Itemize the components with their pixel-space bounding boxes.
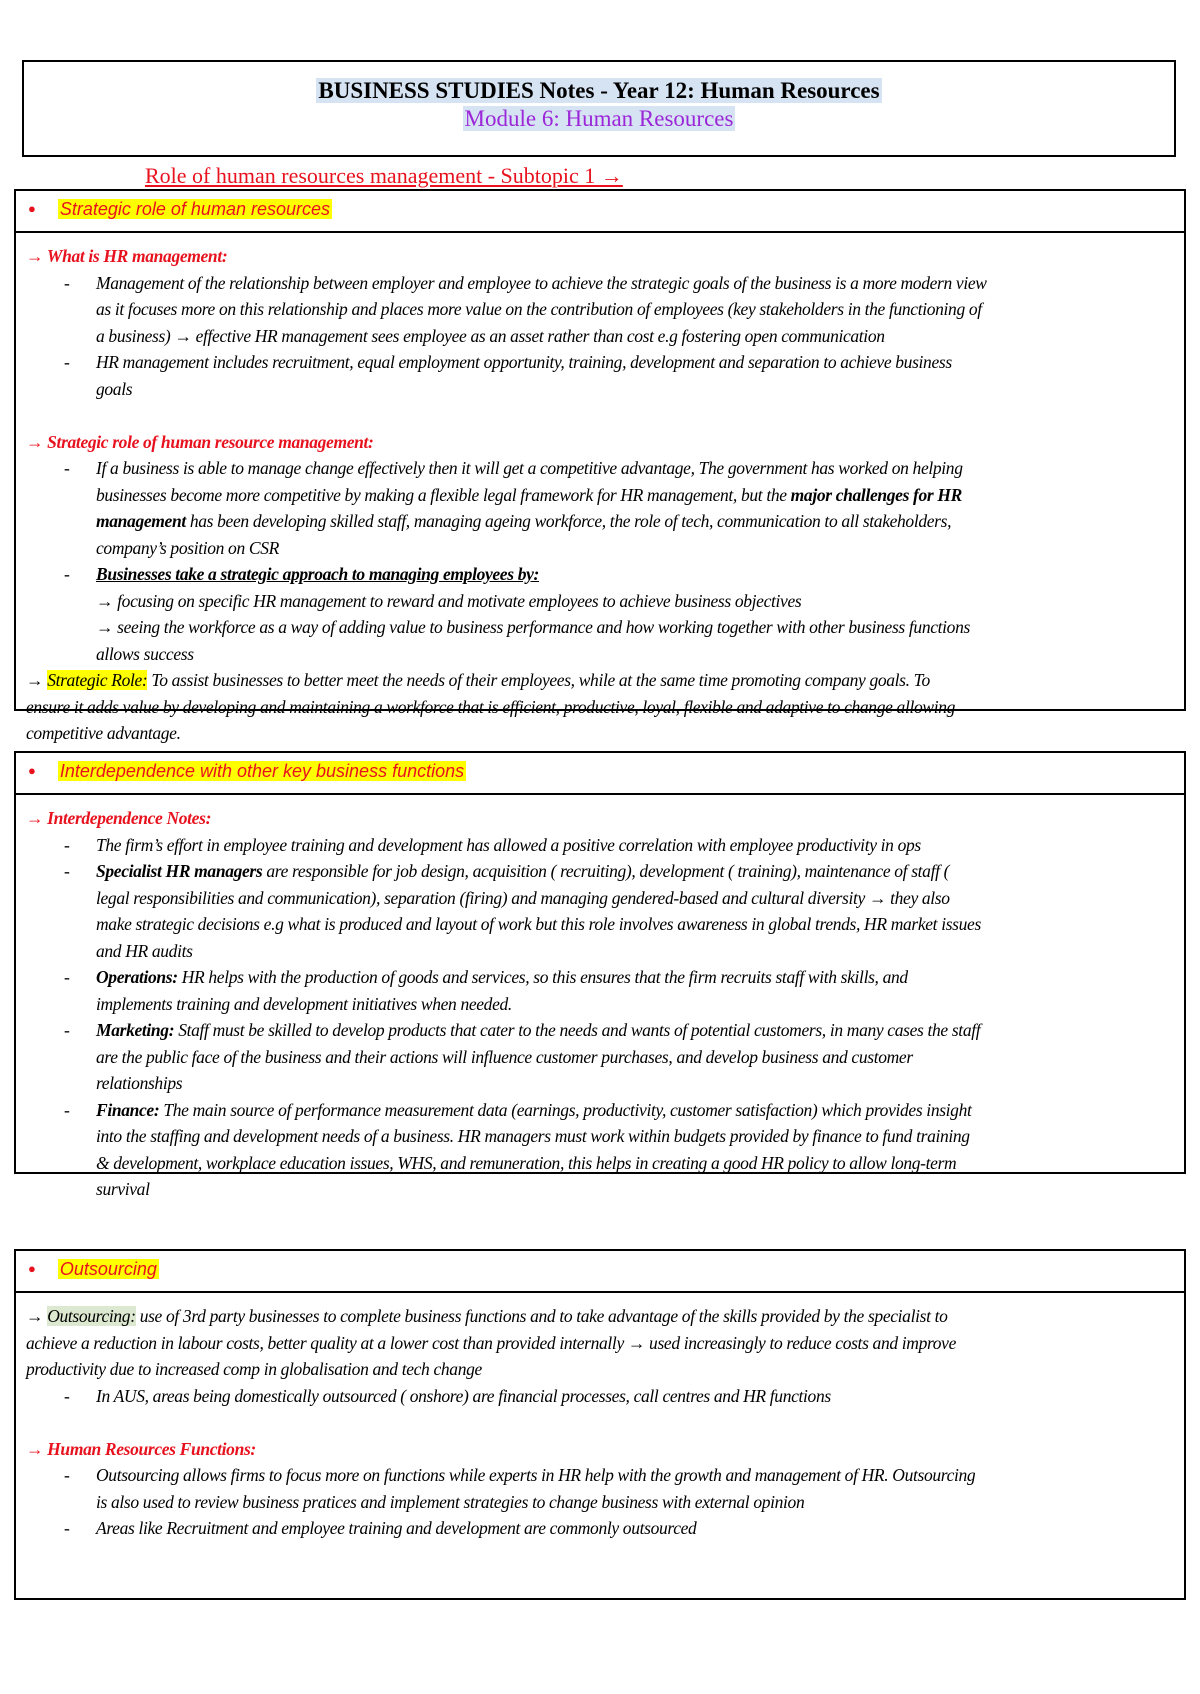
dash-marker: - [64,1465,70,1485]
list-item [26,1017,1170,1097]
list-item [26,270,1170,350]
document-title: BUSINESS STUDIES Notes - Year 12: Human Resources [318,78,880,103]
bold-text: Specialist HR managers [96,861,263,881]
bold-text: major challenges for HR [790,484,963,505]
text-line: The firm’s effort in employee training and development has allowed a positive correlation with employee productivity in ops [96,834,921,855]
section-title: Outsourcing [59,1259,157,1279]
text-line: Areas like Recruitment and employee training and development are commonly outsourced [96,1518,697,1538]
subheading: → Interdependence Notes: [26,808,212,828]
text-line: achieve a reduction in labour costs, better quality at a lower cost than provided internally → used increasingly to reduce costs and improve [26,1332,957,1353]
text-line: Outsourcing allows firms to focus more on functions while experts in HR help with the growth and management of HR. Outsourcing [96,1465,976,1485]
module-subtitle: Module 6: Human Resources [464,106,734,131]
text-line: a business) → effective HR management sees employee as an asset rather than cost e.g fostering open communication [96,325,885,346]
text-line: HR management includes recruitment, equal employment opportunity, training, development and separation to achieve business [96,352,952,372]
text-line: If a business is able to manage change effectively then it will get a competitive advantage, The government has worked on helping [96,458,963,478]
list-item [26,561,1170,667]
text-line: make strategic decisions e.g what is produced and layout of work but this role involves awareness in global trends, HR market issues [96,914,981,934]
dash-marker: - [64,352,70,372]
text-line: into the staffing and development needs of a business. HR managers must work within budgets provided by finance to fund training [96,1126,970,1146]
text-line: implements training and development initiatives when needed. [96,993,512,1014]
list-item [26,455,1170,561]
dash-marker: - [64,458,70,478]
bold-underlined-heading: Businesses take a strategic approach to managing employees by: [96,564,540,584]
list-item [26,1097,1170,1203]
text-line: → focusing on specific HR management to reward and motivate employees to achieve business objectives [96,590,802,611]
section-body [16,795,1184,1203]
bullet-icon: ● [28,763,36,778]
document-title-box [22,60,1176,157]
list-item [26,832,1170,859]
section-outsourcing [14,1249,1186,1600]
text-line: competitive advantage. [26,723,181,743]
dash-marker: - [64,272,70,293]
section-heading [16,191,1184,233]
text-line: relationships [96,1073,183,1093]
bold-text: Finance: [96,1099,160,1120]
text-line: allows success [96,643,194,664]
bold-text: Operations: [96,967,178,987]
list-item [26,349,1170,402]
text-line: Specialist HR managers are responsible for job design, acquisition ( recruiting), development ( training), maintenance of staff ( [96,861,950,881]
text-line: ensure it adds value by developing and maintaining a workforce that is efficient, productive, loyal, flexible and adaptive to change allowing [26,696,956,717]
dash-marker: - [64,834,70,855]
section-heading [16,1251,1184,1293]
text-line: businesses become more competitive by making a flexible legal framework for HR management, but the major challenges for HR [96,484,963,505]
text-line: → Outsourcing: use of 3rd party businesses to complete business functions and to take advantage of the skills provided by the specialist to [26,1306,948,1326]
text-line: Finance: The main source of performance measurement data (earnings, productivity, customer satisfaction) which provides insight [96,1099,972,1120]
section-title: Strategic role of human resources [59,199,330,219]
dash-marker: - [64,861,70,881]
section-interdependence [14,751,1186,1199]
list-item [26,1383,1170,1410]
text-line: & development, workplace education issues, WHS, and remuneration, this helps in creating a good HR policy to allow long-term [96,1152,957,1173]
list-item [26,1462,1170,1515]
section-title: Interdependence with other key business functions [59,761,465,781]
text-line: Management of the relationship between employer and employee to achieve the strategic goals of the business is a more modern view [96,272,987,293]
section-body [16,233,1184,747]
text-line: management has been developing skilled staff, managing ageing workforce, the role of tech, communication to all stakeholders, [96,511,952,531]
subtopic-heading: Role of human resources management - Subtopic 1 → [145,163,623,188]
subheading: → What is HR management: [26,246,228,266]
bullet-icon: ● [28,201,36,216]
text-line: → seeing the workforce as a way of adding value to business performance and how working together with other business functions [96,617,970,637]
list-item [26,858,1170,964]
dash-marker: - [64,1518,70,1538]
text-line: productivity due to increased comp in globalisation and tech change [26,1359,482,1379]
bold-text: management [96,511,186,531]
dash-marker: - [64,1099,70,1120]
text-line: In AUS, areas being domestically outsourced ( onshore) are financial processes, call centres and HR functions [96,1385,831,1406]
dash-marker: - [64,1020,70,1040]
text-line: survival [96,1179,150,1199]
text-line: Operations: HR helps with the production of goods and services, so this ensures that the firm recruits staff with skills, and [96,967,908,987]
dash-marker: - [64,564,70,584]
bold-text: Marketing: [96,1020,175,1040]
subheading: → Strategic role of human resource management: [26,431,374,452]
text-line: and HR audits [96,940,193,961]
highlighted-term: Strategic Role: [47,670,148,690]
list-item [26,964,1170,1017]
text-line: as it focuses more on this relationship and places more value on the contribution of employees (key stakeholders in the functioning of [96,299,982,319]
section-heading [16,753,1184,795]
bullet-icon: ● [28,1261,36,1276]
text-line: are the public face of the business and their actions will influence customer purchases, and develop business and customer [96,1046,913,1067]
highlighted-term: Outsourcing: [47,1306,136,1326]
text-line: company’s position on CSR [96,537,279,558]
text-line: legal responsibilities and communication), separation (firing) and managing gendered-based and cultural diversity → they also [96,887,950,908]
dash-marker: - [64,967,70,987]
text-line: is also used to review business pratices and implement strategies to change business with external opinion [96,1491,805,1512]
dash-marker: - [64,1385,70,1406]
subheading: → Human Resources Functions: [26,1438,256,1459]
section-body [16,1293,1184,1542]
text-line: → Strategic Role: To assist businesses to better meet the needs of their employees, while at the same time promoting company goals. To [26,670,930,690]
text-line: Marketing: Staff must be skilled to develop products that cater to the needs and wants of potential customers, in many cases the staff [96,1020,981,1040]
list-item [26,1515,1170,1542]
text-line: goals [96,378,133,399]
section-strategic-role [14,189,1186,743]
